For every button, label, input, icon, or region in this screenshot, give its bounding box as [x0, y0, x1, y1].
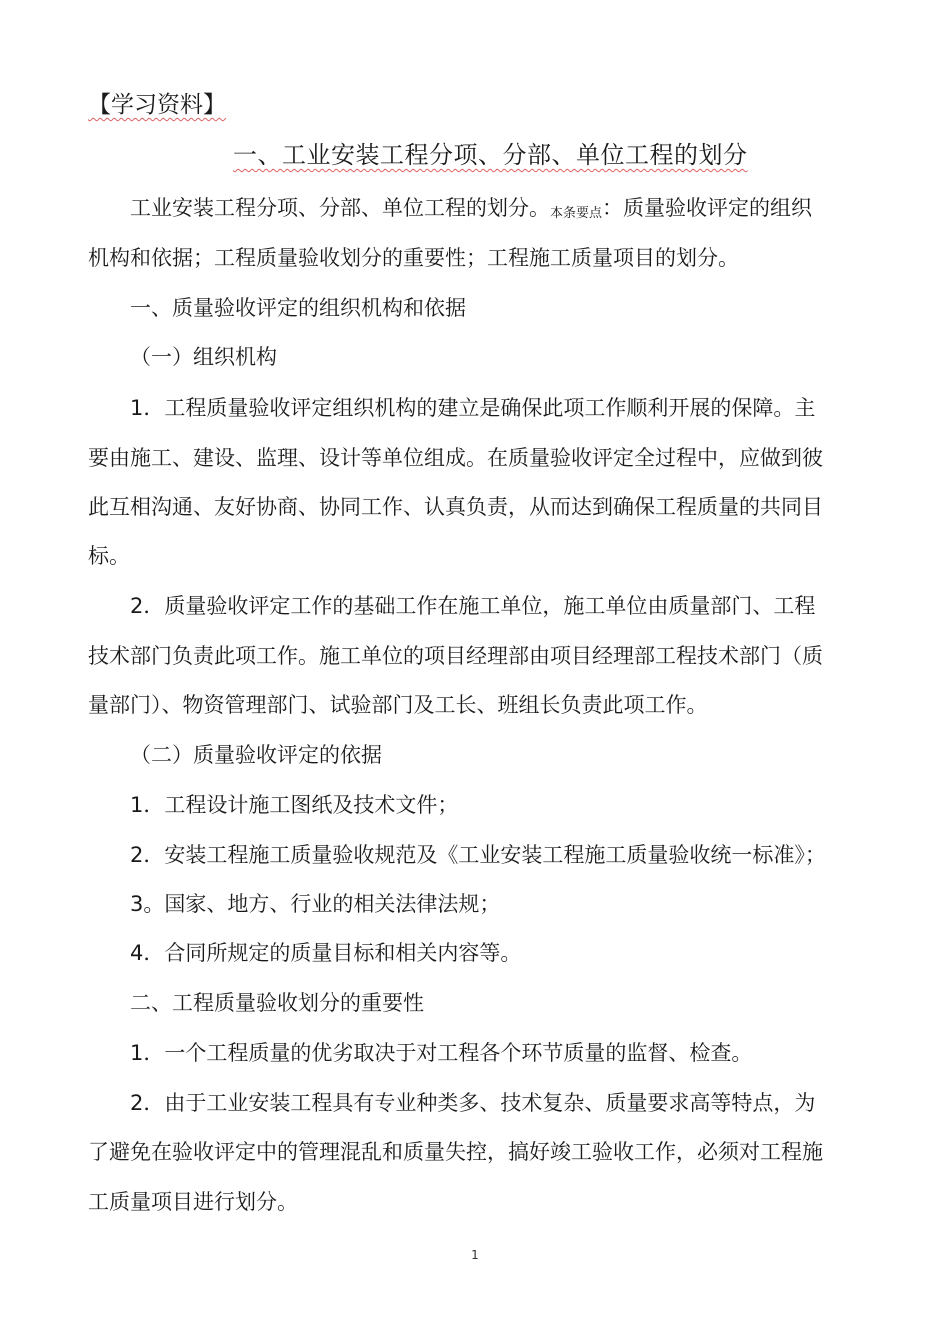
- p2-line-2: 技术部门负责此项工作。施工单位的项目经理部由项目经理部工程技术部门（质: [88, 644, 823, 668]
- subsection-1-heading: （一）组织机构: [130, 345, 277, 369]
- basis-item: 4．合同所规定的质量目标和相关内容等。: [130, 941, 522, 965]
- p1-line-1: 1．工程质量验收评定组织机构的建立是确保此项工作顺利开展的保障。主: [130, 396, 816, 420]
- intro-text-a: 工业安装工程分项、分部、单位工程的划分。: [130, 196, 550, 220]
- header-tag: 【学习资料】: [88, 92, 226, 118]
- basis-item: 1．工程设计施工图纸及技术文件；: [130, 793, 459, 817]
- importance-item-1: 1．一个工程质量的优劣取决于对工程各个环节质量的监督、检查。: [130, 1041, 753, 1065]
- basis-item: 3。国家、地方、行业的相关法律法规；: [130, 892, 501, 916]
- intro-line-2: 机构和依据；工程质量验收划分的重要性；工程施工质量项目的划分。: [88, 246, 739, 270]
- intro-line-1: [130, 193, 910, 227]
- p1-line-4: 标。: [88, 544, 130, 568]
- p2-line-3: 量部门）、物资管理部门、试验部门及工长、班组长负责此项工作。: [88, 693, 708, 717]
- page-number: 1: [471, 1248, 479, 1262]
- p1-line-2: 要由施工、建设、监理、设计等单位组成。在质量验收评定全过程中，应做到彼: [88, 446, 823, 470]
- basis-item: 2．安装工程施工质量验收规范及《工业安装工程施工质量验收统一标准》；: [130, 843, 826, 867]
- intro-text-b: ：质量验收评定的组织: [602, 196, 813, 220]
- key-points-note: 本条要点: [550, 206, 603, 221]
- p2-line-1: 2．质量验收评定工作的基础工作在施工单位，施工单位由质量部门、工程: [130, 594, 816, 618]
- section-1-heading: 一、质量验收评定的组织机构和依据: [130, 296, 466, 320]
- subsection-2-heading: （二）质量验收评定的依据: [130, 743, 382, 767]
- importance-item-2-line-3: 工质量项目进行划分。: [88, 1190, 298, 1214]
- importance-item-2-line-2: 了避免在验收评定中的管理混乱和质量失控，搞好竣工验收工作，必须对工程施: [88, 1140, 823, 1164]
- page-title: 一、工业安装工程分项、分部、单位工程的划分: [233, 141, 748, 169]
- p1-line-3: 此互相沟通、友好协商、协同工作、认真负责，从而达到确保工程质量的共同目: [88, 495, 823, 519]
- importance-item-2-line-1: 2．由于工业安装工程具有专业种类多、技术复杂、质量要求高等特点，为: [130, 1091, 816, 1115]
- section-2-heading: 二、工程质量验收划分的重要性: [130, 991, 424, 1015]
